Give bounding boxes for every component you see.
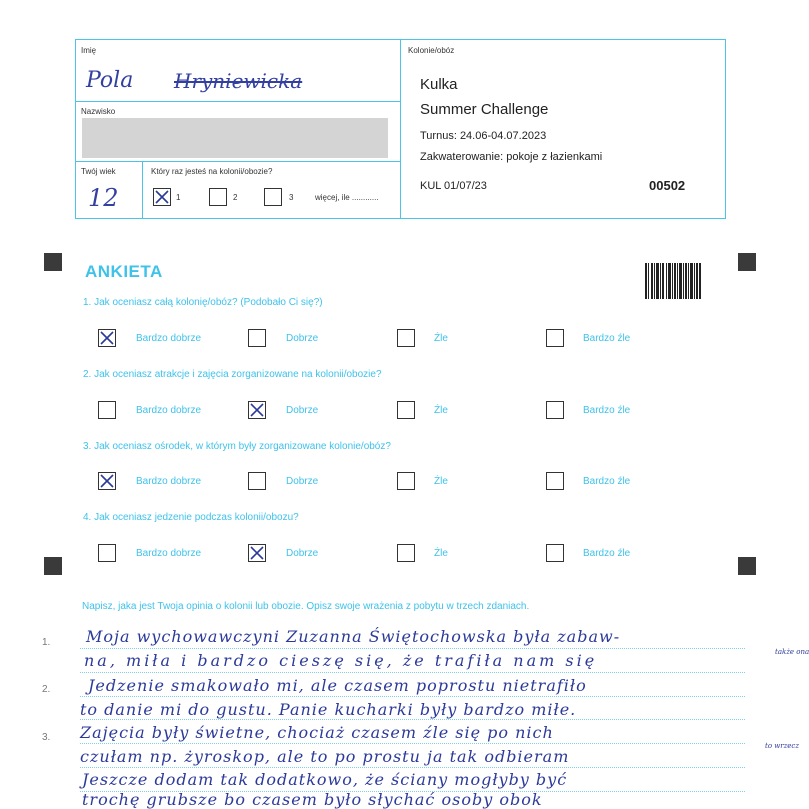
handwritten-line-8[interactable]: trochę grubsze bo czasem było słychać osoby obok: [82, 790, 543, 809]
handwritten-line-6[interactable]: czułam np. żyroskop, ale to po prostu ja tak odbieram: [80, 747, 570, 766]
alignment-marker: [738, 557, 756, 575]
camp-cell: [401, 40, 725, 218]
survey-title: ANKIETA: [85, 262, 163, 281]
surname-cell: [76, 102, 401, 162]
answer-option-label: Bardzo źle: [583, 405, 631, 416]
header-form: [75, 39, 726, 219]
answer-option-label: Źle: [434, 548, 448, 559]
answer-option-label: Bardzo źle: [583, 548, 631, 559]
dotted-line: [80, 743, 745, 744]
surname-label: Nazwisko: [81, 107, 116, 116]
answer-checkbox[interactable]: [248, 544, 266, 562]
times-option-3: 3: [289, 193, 294, 202]
answer-checkbox[interactable]: [248, 472, 266, 490]
handwritten-line-2[interactable]: na, miła i bardzo cieszę się, że trafiła nam się: [84, 651, 598, 670]
line-number-1: 1.: [42, 637, 51, 648]
times-more: więcej, ile ............: [315, 193, 379, 202]
struck-surname-value: Hryniewicka: [174, 69, 303, 93]
answer-option-label: Bardzo źle: [583, 333, 631, 344]
camp-name: Kulka: [420, 76, 458, 93]
age-label: Twój wiek: [81, 167, 116, 176]
answer-checkbox[interactable]: [546, 401, 564, 419]
redacted-surname: [82, 118, 388, 158]
name-cell: [76, 40, 401, 102]
age-cell: [76, 162, 143, 219]
dotted-line: [80, 696, 745, 697]
handwritten-line-3[interactable]: Jedzenie smakowało mi, ale czasem poprostu nietrafiło: [88, 676, 587, 695]
answer-checkbox[interactable]: [546, 472, 564, 490]
answer-checkbox[interactable]: [546, 544, 564, 562]
turnus: Turnus: 24.06-04.07.2023: [420, 130, 547, 142]
dotted-line: [80, 767, 745, 768]
camp-program: Summer Challenge: [420, 101, 549, 118]
check-x-icon: [248, 544, 266, 562]
answer-checkbox[interactable]: [98, 329, 116, 347]
answer-option-label: Źle: [434, 405, 448, 416]
dotted-line: [80, 672, 745, 673]
answer-checkbox[interactable]: [248, 401, 266, 419]
handwritten-line-5[interactable]: Zajęcia były świetne, chociaż czasem źle się po nich: [80, 723, 554, 742]
times-checkbox-3[interactable]: [264, 188, 282, 206]
answer-checkbox[interactable]: [98, 472, 116, 490]
accommodation: Zakwaterowanie: pokoje z łazienkami: [420, 151, 603, 163]
check-x-icon: [153, 188, 171, 206]
answer-option-label: Źle: [434, 476, 448, 487]
answer-option-label: Dobrze: [286, 476, 319, 487]
camp-label: Kolonie/obóz: [408, 46, 455, 55]
answer-checkbox[interactable]: [397, 472, 415, 490]
line-number-3: 3.: [42, 732, 51, 743]
answer-option-label: Bardzo dobrze: [136, 476, 202, 487]
times-option-2: 2: [233, 193, 238, 202]
answer-checkbox[interactable]: [248, 329, 266, 347]
question-1: 1. Jak oceniasz całą kolonię/obóz? (Podobało Ci się?): [83, 297, 323, 308]
times-checkbox-1[interactable]: [153, 188, 171, 206]
handwritten-line-7[interactable]: Jeszcze dodam tak dodatkowo, że ściany mogłyby być: [82, 770, 568, 789]
answer-checkbox[interactable]: [98, 544, 116, 562]
question-3: 3. Jak oceniasz ośrodek, w którym były zorganizowane kolonie/obóz?: [83, 441, 391, 452]
answer-option-label: Dobrze: [286, 333, 319, 344]
answer-option-label: Źle: [434, 333, 448, 344]
times-label: Który raz jesteś na kolonii/obozie?: [151, 167, 273, 176]
answer-option-label: Dobrze: [286, 405, 319, 416]
line-number-2: 2.: [42, 684, 51, 695]
alignment-marker: [738, 253, 756, 271]
camp-code: KUL 01/07/23: [420, 180, 487, 192]
check-x-icon: [98, 329, 116, 347]
times-option-1: 1: [176, 193, 181, 202]
first-name-value[interactable]: Pola: [86, 68, 134, 93]
times-checkbox-2[interactable]: [209, 188, 227, 206]
check-x-icon: [98, 472, 116, 490]
check-x-icon: [248, 401, 266, 419]
alignment-marker: [44, 557, 62, 575]
answer-option-label: Bardzo dobrze: [136, 548, 202, 559]
dotted-line: [80, 648, 745, 649]
name-label: Imię: [81, 46, 97, 55]
age-value[interactable]: 12: [88, 184, 119, 212]
handwritten-line-1[interactable]: Moja wychowawczyni Zuzanna Świętochowska była zabaw-: [86, 627, 621, 646]
alignment-marker: [44, 253, 62, 271]
handwritten-line-4[interactable]: to danie mi do gustu. Panie kucharki były bardzo miłe.: [80, 700, 577, 719]
answer-checkbox[interactable]: [397, 401, 415, 419]
answer-option-label: Bardzo dobrze: [136, 405, 202, 416]
answer-checkbox[interactable]: [397, 329, 415, 347]
answer-option-label: Dobrze: [286, 548, 319, 559]
dotted-line: [80, 719, 745, 720]
barcode-icon: [645, 263, 701, 299]
question-4: 4. Jak oceniasz jedzenie podczas kolonii/obozu?: [83, 512, 299, 523]
times-cell: [143, 162, 401, 219]
margin-note-2: to wrzecz: [765, 742, 800, 750]
answer-checkbox[interactable]: [98, 401, 116, 419]
answer-option-label: Bardzo dobrze: [136, 333, 202, 344]
question-2: 2. Jak oceniasz atrakcje i zajęcia zorganizowane na kolonii/obozie?: [83, 369, 382, 380]
opinion-instruction: Napisz, jaka jest Twoja opinia o kolonii lub obozie. Opisz swoje wrażenia z pobytu w trzech zdaniach.: [82, 601, 530, 612]
answer-option-label: Bardzo źle: [583, 476, 631, 487]
form-number: 00502: [649, 178, 686, 193]
answer-checkbox[interactable]: [546, 329, 564, 347]
answer-checkbox[interactable]: [397, 544, 415, 562]
margin-note-1: także ona: [775, 648, 809, 656]
